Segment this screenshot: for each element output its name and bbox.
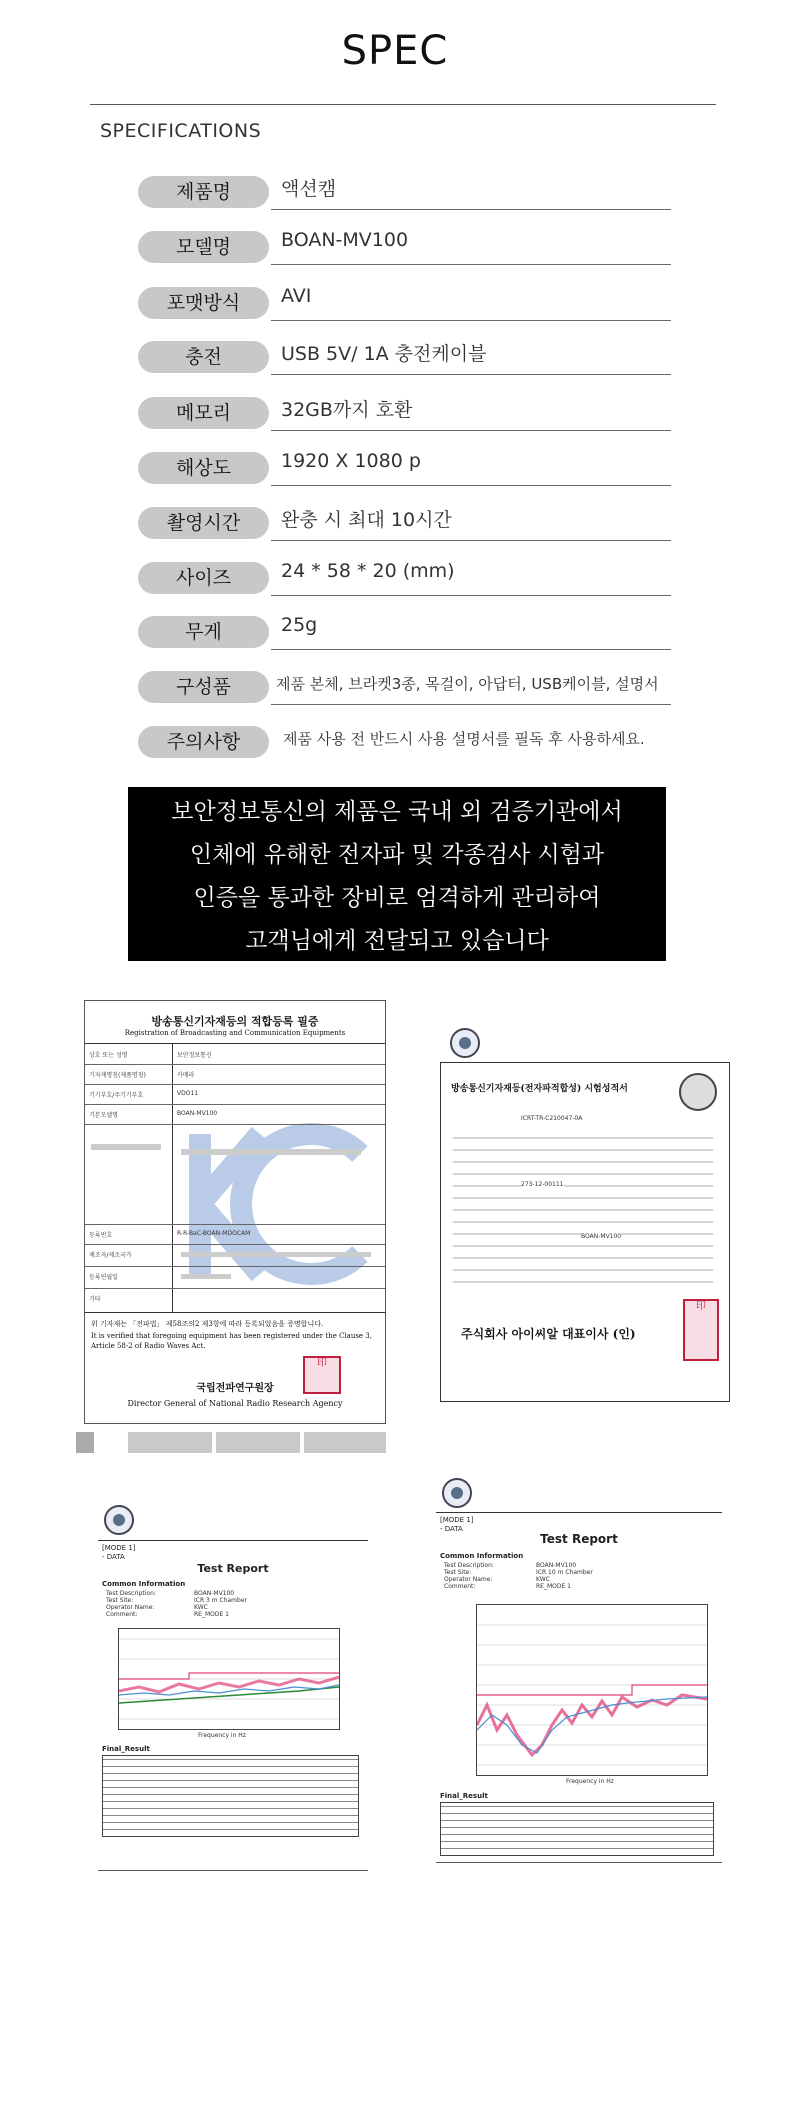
report-subtitle: - DATA	[102, 1553, 125, 1561]
spec-underline	[271, 704, 671, 705]
ilac-seal-icon	[679, 1073, 717, 1111]
cert-row-label: 기기부호/주기기부호	[89, 1092, 144, 1099]
field-label: Test Description:	[106, 1590, 156, 1597]
field-value: KWC	[536, 1576, 550, 1583]
cert-title-en: Registration of Broadcasting and Communication Equipments	[124, 1029, 346, 1037]
spec-value: 25g	[281, 614, 318, 636]
cert-row-label: 기타	[89, 1296, 101, 1303]
spec-row-charging	[138, 335, 673, 377]
page-title: SPEC	[341, 28, 449, 74]
spec-value: USB 5V/ 1A 충전케이블	[281, 343, 487, 365]
doc-number: ICRT-TR-C210047-0A	[521, 1115, 583, 1122]
cert-row-label: 등록번호	[89, 1232, 113, 1239]
field-value: RE_MODE 1	[536, 1583, 571, 1590]
report-subtitle: - DATA	[440, 1525, 463, 1533]
field-label: Test Site:	[444, 1569, 472, 1576]
spec-key: 메모리	[138, 397, 269, 429]
spec-key: 무게	[138, 616, 269, 648]
cert-row-value: R-R-BaC-BOAN-MDOCAM	[177, 1230, 251, 1237]
final-result-table	[102, 1755, 359, 1837]
cert-row-label: 기본모델명	[89, 1112, 118, 1119]
model-number: BOAN-MV100	[581, 1233, 622, 1240]
report-fields	[453, 1133, 713, 1293]
report-title: Test Report	[197, 1562, 269, 1575]
cert-row-value: 카메라	[177, 1072, 195, 1079]
spec-underline	[271, 374, 671, 375]
spec-underline	[271, 320, 671, 321]
spec-row-size	[138, 556, 673, 598]
spec-key: 사이즈	[138, 562, 269, 594]
field-value: RE_MODE 1	[194, 1611, 229, 1618]
spec-row-caution	[138, 720, 673, 762]
spec-value: 24 * 58 * 20 (mm)	[281, 560, 455, 582]
icr-logo-icon	[450, 1028, 480, 1058]
spec-underline	[271, 540, 671, 541]
icr-logo-icon	[104, 1505, 134, 1535]
emission-trace	[119, 1629, 339, 1729]
spec-underline	[271, 430, 671, 431]
spec-row-memory	[138, 391, 673, 433]
cert-title: 방송통신기자재등의 적합등록 필증	[151, 1015, 319, 1028]
kc-registration-certificate	[84, 1000, 386, 1424]
notice-line: 고객님에게 전달되고 있습니다	[245, 928, 549, 954]
field-value: ICR 3 m Chamber	[194, 1597, 247, 1604]
cert2-title: 방송통신기자재등(전자파적합성) 시험성적서	[451, 1084, 628, 1094]
final-result-heading: Final_Result	[102, 1745, 150, 1753]
field-label: Comment:	[444, 1583, 476, 1590]
test-report-mode1-10m	[436, 1512, 722, 1872]
notice-line: 인증을 통과한 장비로 엄격하게 관리하여	[193, 885, 601, 911]
field-value: BOAN-MV100	[194, 1590, 235, 1597]
field-value: ICR 10 m Chamber	[536, 1569, 593, 1576]
common-info-heading: Common Information	[440, 1552, 524, 1560]
spec-row-weight	[138, 610, 673, 652]
registration-number: 273-12-00111	[521, 1181, 564, 1188]
report-mode: [MODE 1]	[102, 1544, 136, 1552]
spec-key: 주의사항	[138, 726, 269, 758]
field-label: Operator Name:	[444, 1576, 493, 1583]
spec-value: 완충 시 최대 10시간	[281, 509, 452, 531]
emission-chart	[476, 1604, 708, 1776]
spec-underline	[271, 264, 671, 265]
x-axis-label: Frequency in Hz	[566, 1778, 614, 1785]
cert-row-label: 등록연월일	[89, 1274, 118, 1281]
spec-key: 구성품	[138, 671, 269, 703]
spec-key: 충전	[138, 341, 269, 373]
agency-name-en: Director General of National Radio Research Agency	[127, 1399, 343, 1408]
report-title: Test Report	[540, 1532, 618, 1546]
agency-name: 국립전파연구원장	[196, 1383, 274, 1394]
spec-row-resolution	[138, 446, 673, 488]
cert-statement-en: It is verified that foregoing equipment has been registered under the Clause 3, Article 58-2 of Radio Waves Act.	[91, 1332, 372, 1350]
notice-line: 인체에 유해한 전자파 및 각종검사 시험과	[189, 842, 605, 868]
field-label: Test Description:	[444, 1562, 494, 1569]
spec-value: 1920 X 1080 p	[281, 450, 421, 472]
company-stamp: 印	[683, 1299, 719, 1361]
icr-logo-icon	[442, 1478, 472, 1508]
cert-row-value: BOAN-MV100	[177, 1110, 218, 1117]
title-divider	[90, 104, 716, 105]
spec-key: 해상도	[138, 452, 269, 484]
cert-row-label: 기자재명칭(제품명칭)	[89, 1072, 146, 1079]
thumbnail	[216, 1432, 300, 1453]
report-mode: [MODE 1]	[440, 1516, 474, 1524]
common-info-heading: Common Information	[102, 1580, 186, 1588]
spec-value: 액션캠	[281, 178, 337, 200]
final-result-table	[440, 1802, 714, 1856]
test-report-mode1	[98, 1540, 368, 1885]
cert-table	[85, 1043, 385, 1313]
spec-key: 포맷방식	[138, 287, 269, 319]
emc-test-certificate	[440, 1062, 730, 1402]
thumbnail	[128, 1432, 212, 1453]
spec-row-recording-time	[138, 501, 673, 543]
field-label: Test Site:	[106, 1597, 134, 1604]
kc-watermark-icon	[180, 1114, 380, 1294]
field-value: BOAN-MV100	[536, 1562, 577, 1569]
thumbnail	[76, 1432, 94, 1453]
field-label: Operator Name:	[106, 1604, 155, 1611]
official-stamp: 印	[303, 1356, 341, 1394]
certification-notice	[128, 787, 666, 961]
emission-trace	[477, 1605, 707, 1775]
field-value: KWC	[194, 1604, 208, 1611]
spec-underline	[271, 209, 671, 210]
spec-value: 제품 본체, 브라켓3종, 목걸이, 아답터, USB케이블, 설명서	[276, 675, 659, 693]
spec-key: 촬영시간	[138, 507, 269, 539]
field-label: Comment:	[106, 1611, 138, 1618]
section-label: SPECIFICATIONS	[100, 120, 262, 142]
spec-row-product-name	[138, 170, 673, 212]
spec-row-components	[138, 665, 673, 707]
spec-value: BOAN-MV100	[281, 229, 409, 251]
cert-row-label: 상호 또는 성명	[89, 1052, 128, 1059]
issuer-name: 주식회사 아이씨알 대표이사 (인)	[461, 1327, 636, 1341]
emission-chart	[118, 1628, 340, 1730]
cert-row-value: 보안정보통신	[177, 1052, 212, 1059]
spec-underline	[271, 595, 671, 596]
final-result-heading: Final_Result	[440, 1792, 488, 1800]
spec-underline	[271, 649, 671, 650]
spec-value: 32GB까지 호환	[281, 399, 413, 421]
spec-key: 제품명	[138, 176, 269, 208]
thumbnail	[304, 1432, 386, 1453]
x-axis-label: Frequency in Hz	[198, 1732, 246, 1739]
spec-value: AVI	[281, 285, 312, 307]
cert-row-label: 제조자/제조국가	[89, 1252, 132, 1259]
cert-statement: 위 기자재는 「전파법」 제58조의2 제3항에 따라 등록되었음을 증명합니다.	[91, 1320, 324, 1328]
spec-value: 제품 사용 전 반드시 사용 설명서를 필독 후 사용하세요.	[283, 730, 645, 748]
spec-row-format	[138, 281, 673, 323]
spec-row-model	[138, 225, 673, 267]
cert-row-value: VDO11	[177, 1090, 199, 1097]
notice-line: 보안정보통신의 제품은 국내 외 검증기관에서	[171, 799, 623, 825]
spec-underline	[271, 485, 671, 486]
spec-key: 모델명	[138, 231, 269, 263]
